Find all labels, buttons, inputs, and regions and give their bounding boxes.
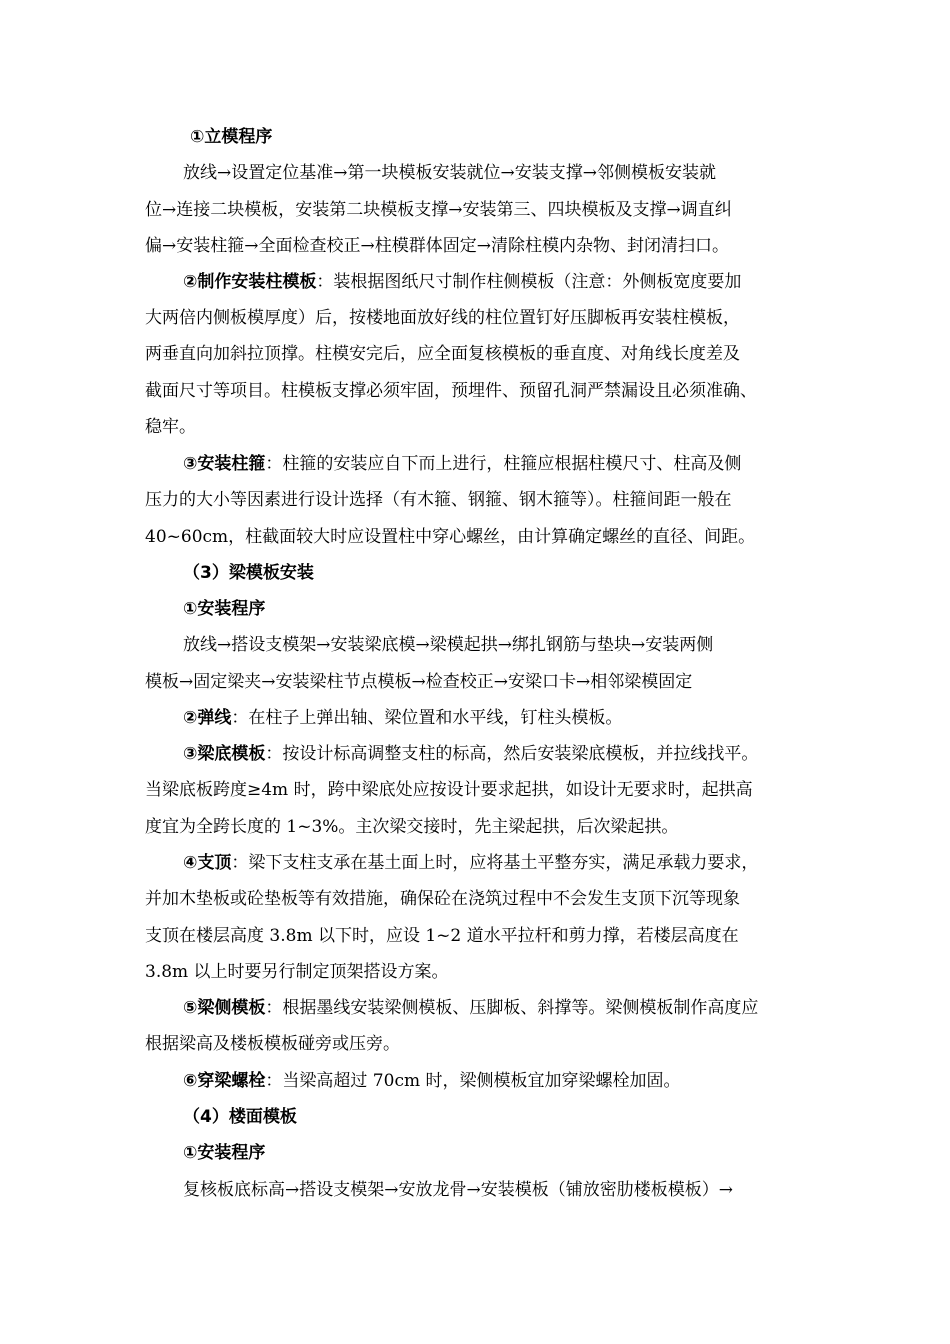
paragraph-line: 偏→安装柱箍→全面检查校正→柱模群体固定→清除柱模内杂物、封闭清扫口。 bbox=[145, 236, 729, 256]
paragraph-line: 稳牢。 bbox=[145, 417, 196, 437]
paragraph-line bbox=[183, 452, 741, 476]
paragraph-line: 截面尺寸等项目。柱模板支撑必须牢固，预埋件、预留孔洞严禁漏设且必须准确、 bbox=[145, 381, 757, 401]
heading-install-procedure: ①安装程序 bbox=[183, 599, 266, 619]
inline-text: ：当梁高超过 70cm 时，梁侧模板宜加穿梁螺栓加固。 bbox=[265, 1071, 681, 1091]
section-heading-floor-formwork: （4）楼面模板 bbox=[183, 1107, 297, 1127]
paragraph-line: 放线→设置定位基准→第一块模板安装就位→安装支撑→邻侧模板安装就 bbox=[183, 163, 716, 183]
paragraph-line: 并加木垫板或砼垫板等有效措施，确保砼在浇筑过程中不会发生支顶下沉等现象 bbox=[145, 889, 740, 909]
inline-heading: ⑥穿梁螺栓 bbox=[183, 1071, 266, 1091]
paragraph-line: 40~60cm，柱截面较大时应设置柱中穿心螺丝，由计算确定螺丝的直径、间距。 bbox=[145, 527, 756, 547]
inline-heading: ④支顶 bbox=[183, 853, 232, 873]
paragraph-line bbox=[183, 851, 758, 875]
paragraph-line: 压力的大小等因素进行设计选择（有木箍、钢箍、钢木箍等）。柱箍间距一般在 bbox=[145, 490, 732, 510]
inline-text: ：按设计标高调整支柱的标高，然后安装梁底模板，并拉线找平。 bbox=[265, 744, 759, 764]
inline-heading: ③安装柱箍 bbox=[183, 454, 266, 474]
inline-text: ：根据墨线安装梁侧模板、压脚板、斜撑等。梁侧模板制作高度应 bbox=[265, 998, 759, 1018]
paragraph-line: 大两倍内侧板模厚度）后，按楼地面放好线的柱位置钉好压脚板再安装柱模板， bbox=[145, 308, 740, 328]
paragraph-line: 度宜为全跨长度的 1~3%。主次梁交接时，先主梁起拱，后次梁起拱。 bbox=[145, 817, 679, 837]
paragraph-line: 两垂直向加斜拉顶撑。柱模安完后，应全面复核模板的垂直度、对角线长度差及 bbox=[145, 344, 740, 364]
paragraph-line bbox=[183, 1069, 681, 1093]
inline-text: ：梁下支柱支承在基土面上时，应将基土平整夯实，满足承载力要求， bbox=[231, 853, 759, 873]
paragraph-line: 位→连接二块模板，安装第二块模板支撑→安装第三、四块模板及支撑→调直纠 bbox=[145, 200, 732, 220]
inline-text: ：装根据图纸尺寸制作柱侧模板（注意：外侧板宽度要加 bbox=[316, 272, 742, 292]
inline-heading: ②弹线 bbox=[183, 708, 232, 728]
paragraph-line bbox=[183, 706, 622, 730]
paragraph-line bbox=[183, 742, 758, 766]
inline-heading: ⑤梁侧模板 bbox=[183, 998, 266, 1018]
paragraph-line: 放线→搭设支模架→安装梁底模→梁模起拱→绑扎钢筋与垫块→安装两侧 bbox=[183, 635, 714, 655]
heading-formwork-procedure: ①立模程序 bbox=[190, 127, 273, 147]
paragraph-line: 当梁底板跨度≥4m 时，跨中梁底处应按设计要求起拱，如设计无要求时，起拱高 bbox=[145, 780, 753, 800]
heading-install-procedure: ①安装程序 bbox=[183, 1143, 266, 1163]
paragraph-line: 根据梁高及楼板模板碰旁或压旁。 bbox=[145, 1034, 400, 1054]
section-heading-beam-formwork: （3）梁模板安装 bbox=[183, 563, 314, 583]
paragraph-line: 模板→固定梁夹→安装梁柱节点模板→检查校正→安梁口卡→相邻梁模固定 bbox=[145, 672, 693, 692]
paragraph-line bbox=[183, 270, 741, 294]
inline-text: ：柱箍的安装应自下而上进行，柱箍应根据柱模尺寸、柱高及侧 bbox=[265, 454, 742, 474]
paragraph-line: 支顶在楼层高度 3.8m 以下时，应设 1~2 道水平拉杆和剪力撑，若楼层高度在 bbox=[145, 926, 739, 946]
paragraph-line bbox=[183, 996, 758, 1020]
inline-text: ：在柱子上弹出轴、梁位置和水平线，钉柱头模板。 bbox=[231, 708, 623, 728]
paragraph-line: 3.8m 以上时要另行制定顶架搭设方案。 bbox=[145, 962, 449, 982]
inline-heading: ②制作安装柱模板 bbox=[183, 272, 317, 292]
inline-heading: ③梁底模板 bbox=[183, 744, 266, 764]
paragraph-line: 复核板底标高→搭设支模架→安放龙骨→安装模板（铺放密肋楼板模板）→ bbox=[183, 1180, 733, 1200]
